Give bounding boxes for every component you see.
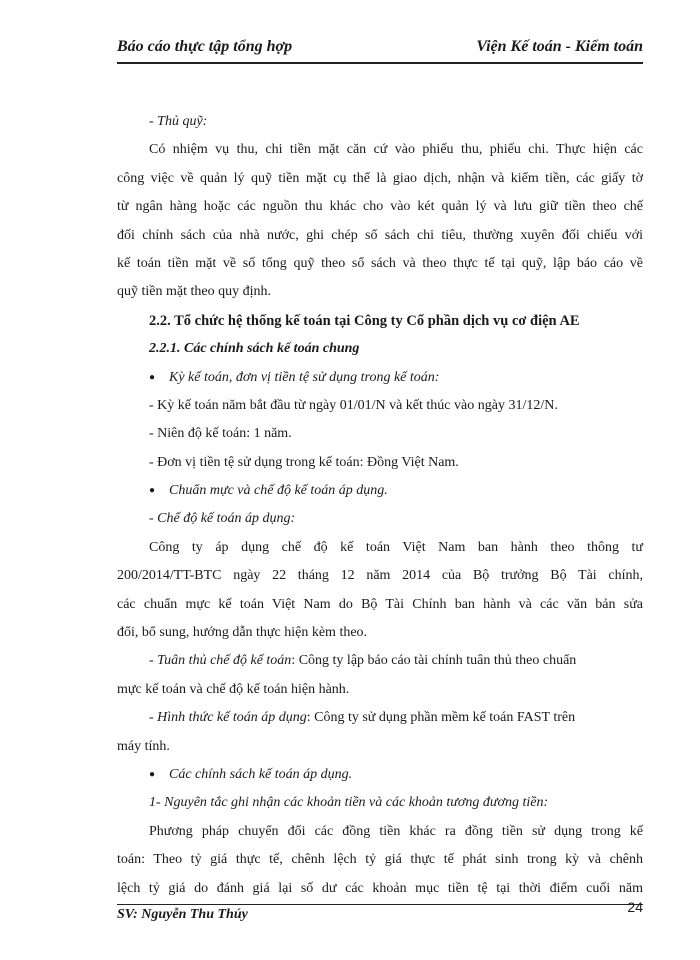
page-header (117, 36, 643, 64)
bullet-text: Các chính sách kế toán áp dụng. (169, 766, 353, 782)
bullet-icon: ● (149, 485, 156, 497)
text-line: kế toán tiền mặt về số tổng quỹ theo sổ sách và theo thực tế tại quỹ, lập báo cáo về (117, 255, 643, 271)
footer-student-name: SV: Nguyễn Thu Thúy (117, 907, 248, 922)
bullet-icon: ● (149, 768, 156, 780)
text-line: từ ngân hàng hoặc các nguồn thu khác cho vào két quản lý và lưu giữ tiền theo chế (117, 199, 643, 215)
bullet-item (117, 761, 643, 789)
text-line: - Thủ quỹ: (149, 114, 208, 129)
text-line: - Kỳ kế toán năm bắt đầu từ ngày 01/01/N và kết thúc vào ngày 31/12/N. (149, 397, 558, 413)
bullet-text: Kỳ kế toán, đơn vị tiền tệ sử dụng trong kế toán: (169, 369, 440, 385)
term-label: - Tuân thủ chế độ kế toán (149, 653, 292, 669)
text-line: Có nhiệm vụ thu, chi tiền mặt căn cứ vào phiếu thu, phiếu chi. Thực hiện các (149, 142, 643, 158)
header-report-title: Báo cáo thực tập tổng hợp (117, 38, 293, 55)
bullet-text: Chuẩn mực và chế độ kế toán áp dụng. (169, 483, 388, 499)
text-line: quỹ tiền mặt theo quy định. (117, 284, 271, 300)
text-line: mực kế toán và chế độ kế toán hiện hành. (117, 681, 350, 697)
text-line (117, 704, 643, 732)
section-heading: 2.2. Tổ chức hệ thống kế toán tại Công ty Cổ phần dịch vụ cơ điện AE (149, 312, 580, 329)
text-line: 1- Nguyên tắc ghi nhận các khoản tiền và các khoản tương đương tiền: (149, 795, 549, 811)
bullet-icon: ● (149, 371, 156, 383)
bullet-item (117, 364, 643, 392)
text-line: các chuẩn mực kế toán Việt Nam do Bộ Tài Chính ban hành và các văn bản sửa (117, 596, 643, 612)
text-line: - Chế độ kế toán áp dụng: (149, 511, 296, 527)
text-line: 200/2014/TT-BTC ngày 22 tháng 12 năm 2014 của Bộ trưởng Bộ Tài chính, (117, 568, 643, 584)
text-line: công việc về quản lý quỹ tiền mặt cụ thể là giao dịch, nhận và kiểm tiền, các giấy tờ (117, 170, 643, 186)
text-line: - Đơn vị tiền tệ sử dụng trong kế toán: Đồng Việt Nam. (149, 454, 459, 470)
text-line: Công ty áp dụng chế độ kế toán Việt Nam ban hành theo thông tư (149, 539, 643, 555)
text-line: lệch tỷ giá do đánh giá lại số dư các khoản mục tiền tệ tại thời điểm cuối năm (117, 880, 643, 896)
page-footer (117, 899, 643, 929)
page-number: 24 (627, 899, 643, 915)
text-line: toán: Theo tỷ giá thực tế, chênh lệch tỷ giá thực tế phát sinh trong kỳ và chênh (117, 852, 643, 868)
subsection-heading: 2.2.1. Các chính sách kế toán chung (149, 341, 360, 357)
term-text: : Công ty lập báo cáo tài chính tuân thủ theo chuẩn (291, 653, 577, 669)
text-line: Phương pháp chuyển đổi các đồng tiền khác ra đồng tiền sử dụng trong kế (149, 823, 643, 839)
text-line (117, 647, 643, 675)
text-line: - Niên độ kế toán: 1 năm. (149, 426, 292, 442)
page-body (117, 108, 643, 903)
text-line: đổi, bổ sung, hướng dẫn thực hiện kèm theo. (117, 625, 368, 641)
term-text: : Công ty sử dụng phần mềm kế toán FAST trên (306, 710, 576, 726)
text-line: đối chính sách của nhà nước, ghi chép sổ sách chi tiêu, thường xuyên đối chiếu với (117, 227, 643, 243)
header-institute: Viện Kế toán - Kiểm toán (476, 38, 643, 55)
term-label: - Hình thức kế toán áp dụng (149, 710, 307, 726)
bullet-item (117, 477, 643, 505)
text-line: máy tính. (117, 738, 170, 754)
